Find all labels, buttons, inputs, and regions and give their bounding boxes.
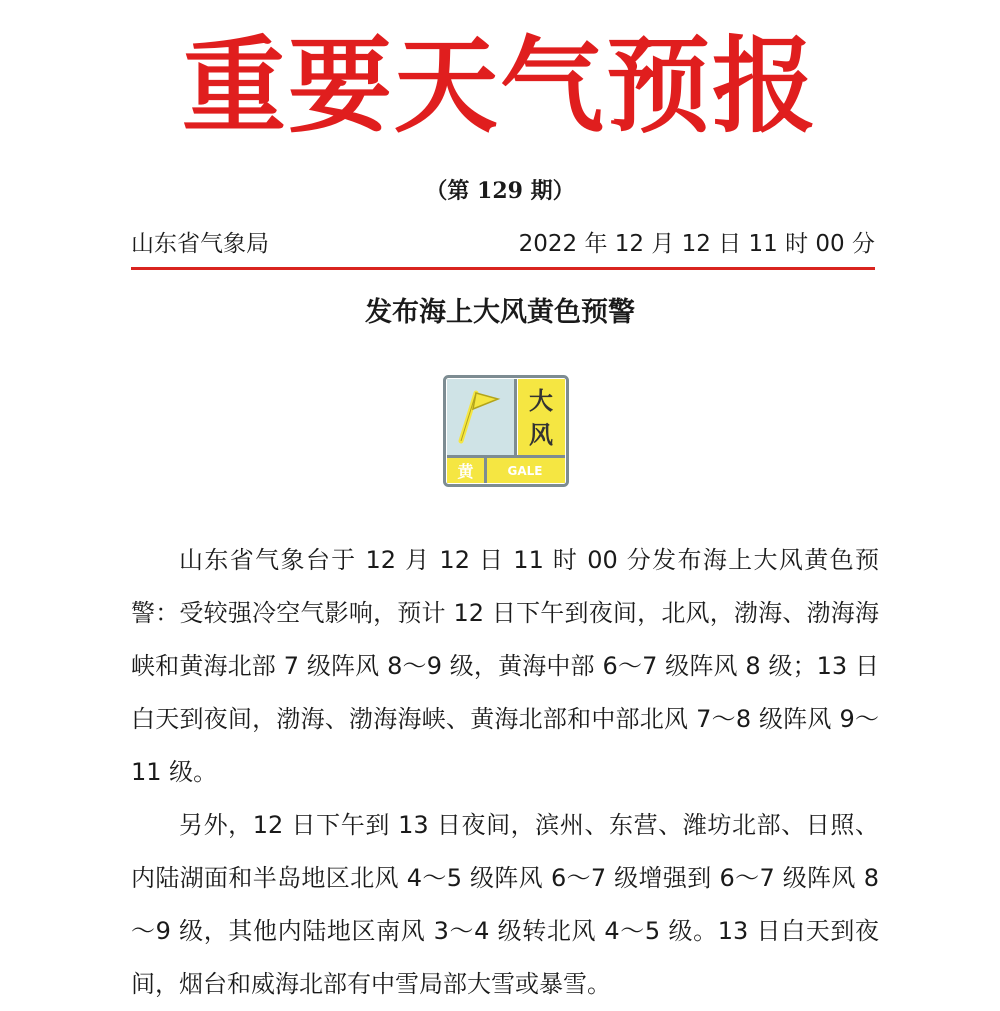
warning-body	[131, 534, 879, 1011]
signal-flag-panel	[447, 379, 515, 455]
issuer-name: 山东省气象局	[131, 231, 269, 257]
meta-row	[131, 224, 875, 264]
signal-char-feng: 风	[529, 421, 553, 449]
issue-number: （第 129 期）	[425, 178, 575, 204]
gale-yellow-warning-signal-icon	[443, 375, 569, 487]
warning-heading: 发布海上大风黄色预警	[365, 297, 635, 328]
issue-datetime: 2022 年 12 月 12 日 11 时 00 分	[518, 231, 875, 257]
signal-char-da: 大	[529, 387, 553, 415]
red-divider	[131, 267, 875, 270]
signal-level-label: 黄	[457, 462, 474, 481]
signal-english-label: GALE	[507, 464, 543, 478]
body-paragraph: 山东省气象台于 12 月 12 日 11 时 00 分发布海上大风黄色预警：受较强冷空气影响，预计 12 日下午到夜间，北风，渤海、渤海海峡和黄海北部 7 级阵风 8～9 级，黄海中部 6～7 级阵风 8 级；13 日白天到夜间，渤海、渤海海峡、黄海北部和中部北风 7～8 级阵风 9～11 级。	[131, 546, 879, 786]
body-paragraph: 另外，12 日下午到 13 日夜间，滨州、东营、潍坊北部、日照、内陆湖面和半岛地区北风 4～5 级阵风 6～7 级增强到 6～7 级阵风 8～9 级，其他内陆地区南风 3～4 级转北风 4～5 级。13 日白天到夜间，烟台和威海北部有中雪局部大雪或暴雪。	[131, 811, 879, 998]
masthead-title: 重要天气预报	[181, 24, 818, 147]
